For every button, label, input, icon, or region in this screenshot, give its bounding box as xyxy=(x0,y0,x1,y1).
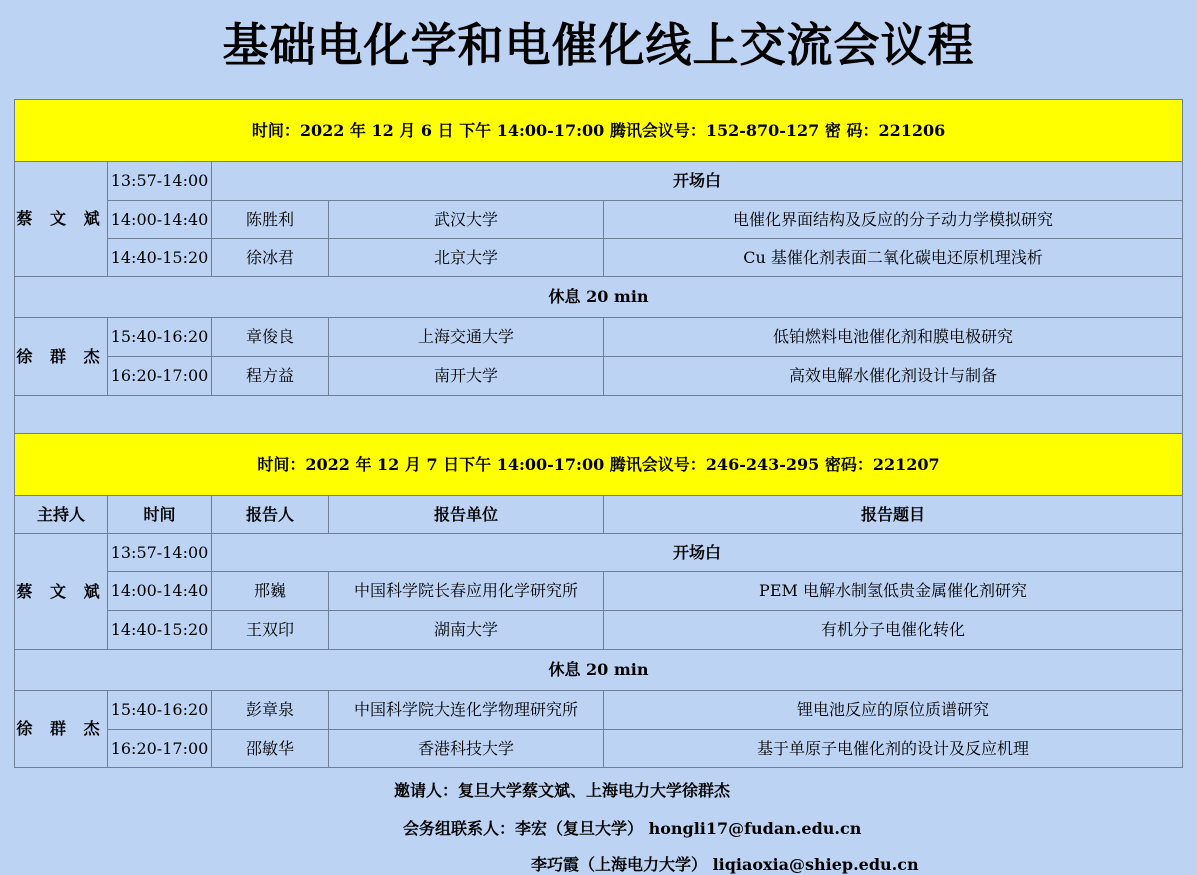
time-cell: 14:00-14:40 xyxy=(108,572,212,611)
day2-banner-row xyxy=(15,434,1183,496)
header-org: 报告单位 xyxy=(329,496,604,534)
table-row xyxy=(15,691,1183,730)
speaker-cell: 徐冰君 xyxy=(212,239,329,277)
time-cell: 15:40-16:20 xyxy=(108,691,212,730)
speaker-cell: 邢巍 xyxy=(212,572,329,611)
break-label: 休息 20 min xyxy=(15,650,1183,691)
break-row xyxy=(15,277,1183,318)
page-title: 基础电化学和电催化线上交流会议程 xyxy=(222,18,975,72)
table-row xyxy=(15,572,1183,611)
header-time: 时间 xyxy=(108,496,212,534)
org-cell: 南开大学 xyxy=(329,357,604,396)
contact-line-2: 李巧霞（上海电力大学） liqiaoxia@shiep.edu.cn xyxy=(531,855,919,874)
table-row xyxy=(15,611,1183,650)
org-cell: 武汉大学 xyxy=(329,201,604,239)
contact-line-1: 会务组联系人：李宏（复旦大学） hongli17@fudan.edu.cn xyxy=(403,819,862,838)
org-cell: 中国科学院长春应用化学研究所 xyxy=(329,572,604,611)
table-row xyxy=(15,162,1183,201)
speaker-cell: 王双印 xyxy=(212,611,329,650)
topic-cell: PEM 电解水制氢低贵金属催化剂研究 xyxy=(604,572,1183,611)
opening-label: 开场白 xyxy=(212,162,1183,201)
day2-banner: 时间：2022 年 12 月 7 日下午 14:00-17:00 腾讯会议号：246-243-295 密码：221207 xyxy=(15,434,1183,496)
table-row xyxy=(15,730,1183,768)
time-cell: 14:40-15:20 xyxy=(108,239,212,277)
table-row xyxy=(15,357,1183,396)
time-cell: 16:20-17:00 xyxy=(108,730,212,768)
topic-cell: Cu 基催化剂表面二氧化碳电还原机理浅析 xyxy=(604,239,1183,277)
time-cell: 16:20-17:00 xyxy=(108,357,212,396)
topic-cell: 锂电池反应的原位质谱研究 xyxy=(604,691,1183,730)
break-label: 休息 20 min xyxy=(15,277,1183,318)
org-cell: 上海交通大学 xyxy=(329,318,604,357)
table-row xyxy=(15,239,1183,277)
table-row xyxy=(15,534,1183,572)
org-cell: 中国科学院大连化学物理研究所 xyxy=(329,691,604,730)
day1-host-2: 徐 群 杰 xyxy=(15,318,108,396)
header-row xyxy=(15,496,1183,534)
header-speaker: 报告人 xyxy=(212,496,329,534)
day1-banner: 时间：2022 年 12 月 6 日 下午 14:00-17:00 腾讯会议号：152-870-127 密 码：221206 xyxy=(15,100,1183,162)
speaker-cell: 彭章泉 xyxy=(212,691,329,730)
org-cell: 湖南大学 xyxy=(329,611,604,650)
day1-banner-row xyxy=(15,100,1183,162)
table-row xyxy=(15,201,1183,239)
day2-host-2: 徐 群 杰 xyxy=(15,691,108,768)
time-cell: 14:00-14:40 xyxy=(108,201,212,239)
org-cell: 香港科技大学 xyxy=(329,730,604,768)
agenda-day2-table xyxy=(14,433,1183,768)
topic-cell: 电催化界面结构及反应的分子动力学模拟研究 xyxy=(604,201,1183,239)
topic-cell: 低铂燃料电池催化剂和膜电极研究 xyxy=(604,318,1183,357)
time-cell: 13:57-14:00 xyxy=(108,534,212,572)
inviters-line: 邀请人：复旦大学蔡文斌、上海电力大学徐群杰 xyxy=(394,781,731,800)
break-row xyxy=(15,650,1183,691)
time-cell: 15:40-16:20 xyxy=(108,318,212,357)
org-cell: 北京大学 xyxy=(329,239,604,277)
speaker-cell: 程方益 xyxy=(212,357,329,396)
topic-cell: 基于单原子电催化剂的设计及反应机理 xyxy=(604,730,1183,768)
spacer-row xyxy=(15,396,1183,434)
speaker-cell: 章俊良 xyxy=(212,318,329,357)
agenda-day1-table xyxy=(14,99,1183,434)
speaker-cell: 陈胜利 xyxy=(212,201,329,239)
table-row xyxy=(15,318,1183,357)
speaker-cell: 邵敏华 xyxy=(212,730,329,768)
header-host: 主持人 xyxy=(15,496,108,534)
day2-host-1: 蔡 文 斌 xyxy=(15,534,108,650)
time-cell: 14:40-15:20 xyxy=(108,611,212,650)
opening-label: 开场白 xyxy=(212,534,1183,572)
spacer-cell xyxy=(15,396,1183,434)
topic-cell: 有机分子电催化转化 xyxy=(604,611,1183,650)
topic-cell: 高效电解水催化剂设计与制备 xyxy=(604,357,1183,396)
header-topic: 报告题目 xyxy=(604,496,1183,534)
day1-host-1: 蔡 文 斌 xyxy=(15,162,108,277)
time-cell: 13:57-14:00 xyxy=(108,162,212,201)
